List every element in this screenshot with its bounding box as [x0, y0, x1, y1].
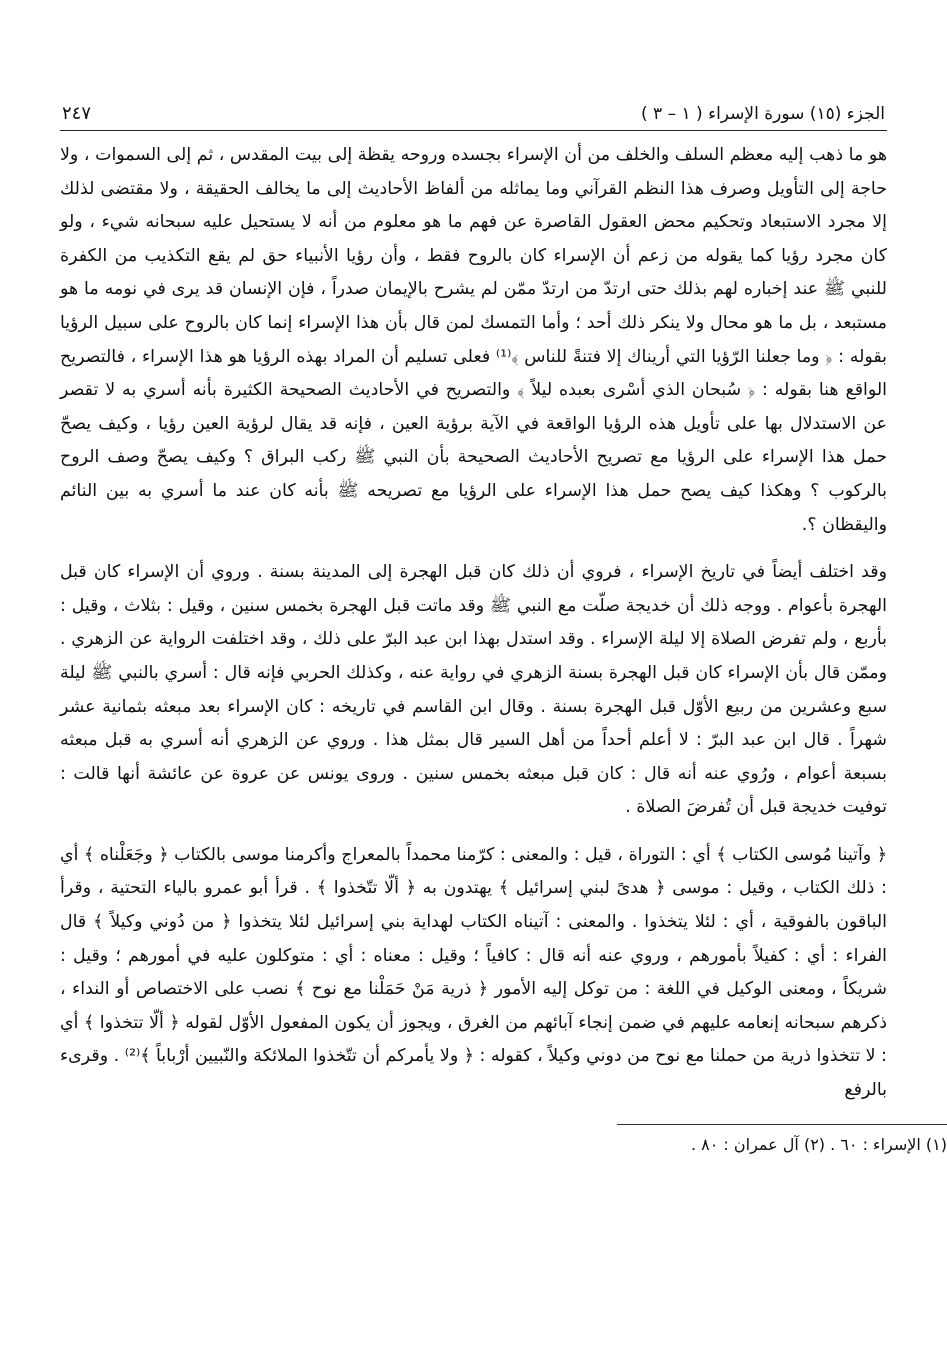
paragraph-musa-book: ﴿ وآتينا مُوسى الكتاب ﴾ أي : التوراة ، قيل : والمعنى : كرّمنا محمداً بالمعراج وأكرمنا موسى بالكتاب ﴿ وجَعَلْناه ﴾ أي : ذلك الكتاب ، وقيل : موسى ﴿ هدىً لبني إسرائيل ﴾ يهتدون به ﴿ ألّا تتّخذوا ﴾ . قرأ أبو عمرو بالياء التحتية ، وقرأ الباقون بالفوقية ، أي : لئلا يتخذوا . والمعنى : آتيناه الكتاب لهداية بني إسرائيل لئلا يتخذوا ﴿ من دُوني وكيلاً ﴾ قال الفراء : أي : كفيلاً بأمورهم ، وروي عنه أنه قال : كافياً ؛ وقيل : معناه : أي : متوكلون عليه في أمورهم ؛ وقيل : شريكاً ، ومعنى الوكيل في اللغة : من توكل إليه الأمور ﴿ ذرية مَنْ حَمَلْنا مع نوح ﴾ نصب على الاختصاص أو النداء ، ذكرهم سبحانه إنعامه عليهم في ضمن إنجاء آبائهم من الغرق ، ويجوز أن يكون المفعول الأوّل لقوله ﴿ ألّا تتخذوا ﴾ أي : لا تتخذوا ذرية من حملنا مع نوح من دوني وكيلاً ، كقوله : ﴿ ولا يأمركم أن تتّخذوا الملائكة والنّبيين أرْباباً ﴾⁽²⁾ . وقرىء بالرفع: [60, 844, 887, 1101]
running-title: الجزء (١٥) سورة الإسراء ( ١ – ٣ ): [641, 104, 885, 124]
body-text: [60, 139, 887, 1108]
paragraph-isra-nature: هو ما ذهب إليه معظم السلف والخلف من أن الإسراء بجسده وروحه يقظة إلى بيت المقدس ، ثم إلى السموات ، ولا حاجة إلى التأويل وصرف هذا النظم القرآني وما يماثله من ألفاظ الأحاديث إلى ما يخالف الحقيقة ، ولا مقتضى لذلك إلا مجرد الاستبعاد وتحكيم محض العقول القاصرة عن فهم ما هو معلوم من أنه لا يستحيل عليه سبحانه شيء ، ولو كان مجرد رؤيا كما يقوله من زعم أن الإسراء كان بالروح فقط ، وأن رؤيا الأنبياء حق لم يقع التكذيب من الكفرة للنبي ﷺ عند إخباره لهم بذلك حتى ارتدّ من ارتدّ ممّن لم يشرح بالإيمان صدراً ، فإن الإنسان قد يرى في نومه ما هو مستبعد ، بل ما هو محال ولا ينكر ذلك أحد ؛ وأما التمسك لمن قال بأن هذا الإسراء إنما كان بالروح على سبيل الرؤيا بقوله : ﴿ وما جعلنا الرّؤيا التي أريناك إلا فتنةً للناس ﴾⁽¹⁾ فعلى تسليم أن المراد بهذه الرؤيا هو هذا الإسراء ، فالتصريح الواقع هنا بقوله : ﴿ سُبحان الذي أسْرى بعبده ليلاً ﴾ والتصريح في الأحاديث الصحيحة الكثيرة بأنه أسري به لا تقصر عن الاستدلال بها على تأويل هذه الرؤيا الواقعة في الآية برؤية العين ، فإنه قد يقال لرؤية العين رؤيا ، وكيف يصحّ حمل هذا الإسراء على الرؤيا مع تصريح الأحاديث الصحيحة بأن النبي ﷺ ركب البراق ؟ وكيف يصحّ وصف الروح بالركوب ؟ وهكذا كيف يصح حمل هذا الإسراء على الرؤيا مع تصريحه ﷺ بأنه كان عند ما أسري به بين النائم واليقظان ؟.: [60, 145, 887, 535]
footnote-text: (١) الإسراء : ٦٠ . (٢) آل عمران : ٨٠ .: [690, 1135, 947, 1154]
footnotes: [617, 1124, 947, 1157]
page-number: ٢٤٧: [62, 103, 92, 124]
page-header: [60, 92, 887, 131]
paragraph-isra-date: وقد اختلف أيضاً في تاريخ الإسراء ، فروي أن ذلك كان قبل الهجرة إلى المدينة بسنة . وروي أن الإسراء كان قبل الهجرة بأعوام . ووجه ذلك أن خديجة صلّت مع النبي ﷺ وقد ماتت قبل الهجرة بخمس سنين ، وقيل : بثلاث ، وقيل : بأربع ، ولم تفرض الصلاة إلا ليلة الإسراء . وقد استدل بهذا ابن عبد البرّ على ذلك ، وقد اختلفت الرواية عن الزهري . وممّن قال بأن الإسراء كان قبل الهجرة بسنة الزهري في رواية عنه ، وكذلك الحربي فإنه قال : أسري بالنبي ﷺ ليلة سبع وعشرين من ربيع الأوّل قبل الهجرة بسنة . وقال ابن القاسم في تاريخه : كان الإسراء بعد مبعثه بثمانية عشر شهراً . قال ابن عبد البرّ : لا أعلم أحداً من أهل السير قال بمثل هذا . وروي عن الزهري أنه أسري به قبل مبعثه بسبعة أعوام ، ورُوي عنه أنه قال : كان قبل مبعثه بخمس سنين . وروى يونس عن عروة عن عائشة أنها قالت : توفيت خديجة قبل أن تُفرضَ الصلاة .: [60, 562, 887, 818]
